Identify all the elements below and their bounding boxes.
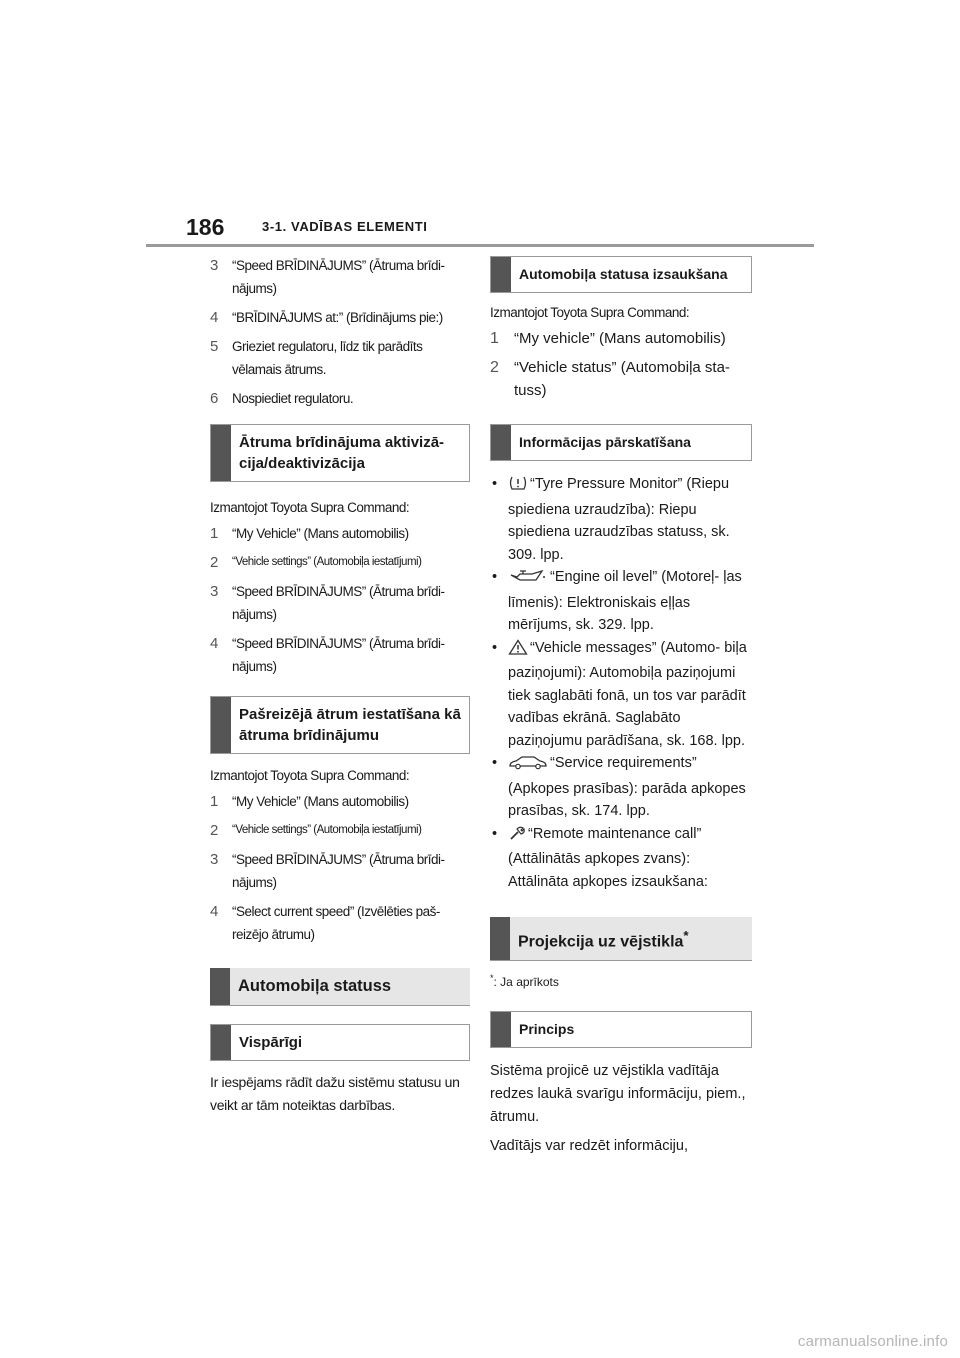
step-item: 2 “Vehicle settings” (Automobiļa iestatījumi) [210,554,422,571]
step-item: 4 “Select current speed” (Izvēlēties paš- reizējo ātrumu) [210,903,440,942]
section-heading-principle: Princips [490,1011,752,1048]
section-heading-status-call: Automobiļa statusa izsaukšana [490,256,752,293]
list-item: • “Service requirements” (Apkopes prasības): parāda apkopes prasības, sk. 174. lpp. [492,755,746,819]
intro-text: Izmantojot Toyota Supra Command: [210,500,410,515]
step-item: 5 Grieziet regulatoru, līdz tik parādīts vēlamais ātrums. [210,338,423,377]
section-heading-speed-warning-toggle: Ātruma brīdinājuma aktivizā- cija/deaktivizācija [210,424,470,482]
step-item: 6 Nospiediet regulatoru. [210,390,354,407]
list-item: • “Remote maintenance call” (Attālinātās apkopes zvans): Attālināta apkopes izsaukšana: [492,825,708,890]
body-paragraph: Sistēma projicē uz vējstikla vadītāja redzes laukā svarīgu informāciju, piem., ātrumu. [490,1063,746,1126]
list-item: • “Engine oil level” (Motoreļ- ļas līmenis): Elektroniskais eļļas mērījums, sk. 329. lpp. [492,569,742,633]
section-heading-head-up-display: Projekcija uz vējstikla* [490,917,752,961]
step-item: 2 “Vehicle status” (Automobiļa sta- tuss) [490,359,730,399]
intro-text: Izmantojot Toyota Supra Command: [490,305,690,320]
right-column [490,256,752,1164]
section-heading-current-speed: Pašreizējā ātrum iestatīšana kā ātruma brīdinājumu [210,696,470,754]
chapter-title: 3-1. VADĪBAS ELEMENTI [262,219,428,234]
oil-can-icon [508,568,548,592]
step-item: 1 “My vehicle” (Mans automobilis) [490,330,726,347]
section-heading-general: Vispārīgi [210,1024,470,1061]
step-item: 3 “Speed BRĪDINĀJUMS” (Ātruma brīdi- nājums) [210,851,445,890]
list-item: • “Vehicle messages” (Automo- biļa paziņojumi): Automobiļa paziņojumi tiek saglabāti fonā, un tos var parādīt vadības ekrānā. Saglabāto paziņojumu parādīšana, sk. 168. lpp. [492,639,747,749]
step-item: 1 “My Vehicle” (Mans automobilis) [210,793,409,810]
step-item: 3 “Speed BRĪDINĀJUMS” (Ātruma brīdi- nājums) [210,257,445,296]
step-item: 1 “My Vehicle” (Mans automobilis) [210,525,409,542]
equipment-asterisk: * [683,928,689,943]
step-item: 2 “Vehicle settings” (Automobiļa iestatījumi) [210,822,422,839]
body-paragraph: Ir iespējams rādīt dažu sistēmu statusu un veikt ar tām noteiktas darbības. [210,1074,460,1113]
section-heading-info-review: Informācijas pārskatīšana [490,424,752,461]
intro-text: Izmantojot Toyota Supra Command: [210,768,410,783]
step-item: 4 “Speed BRĪDINĀJUMS” (Ātruma brīdi- nājums) [210,635,445,674]
tyre-pressure-icon [508,475,528,499]
car-service-icon [508,754,548,778]
step-item: 3 “Speed BRĪDINĀJUMS” (Ātruma brīdi- nājums) [210,583,445,622]
body-paragraph: Vadītājs var redzēt informāciju, [490,1138,688,1155]
list-item: • “Tyre Pressure Monitor” (Riepu spiediena uzraudzība): Riepu spiediena uzraudzības statuss, sk. 309. lpp. [492,476,730,563]
wrench-icon [508,825,526,849]
step-item: 4 “BRĪDINĀJUMS at:” (Brīdinājums pie:) [210,309,443,326]
left-column [210,254,470,1123]
section-heading-vehicle-status: Automobiļa statuss [210,968,470,1006]
footnote: *: Ja aprīkots [490,973,559,990]
page-number: 186 [186,214,225,240]
warning-triangle-icon [508,639,528,663]
header-rule [146,244,814,247]
watermark: carmanualsonline.info [797,1333,948,1350]
info-bullet-list [490,473,752,893]
